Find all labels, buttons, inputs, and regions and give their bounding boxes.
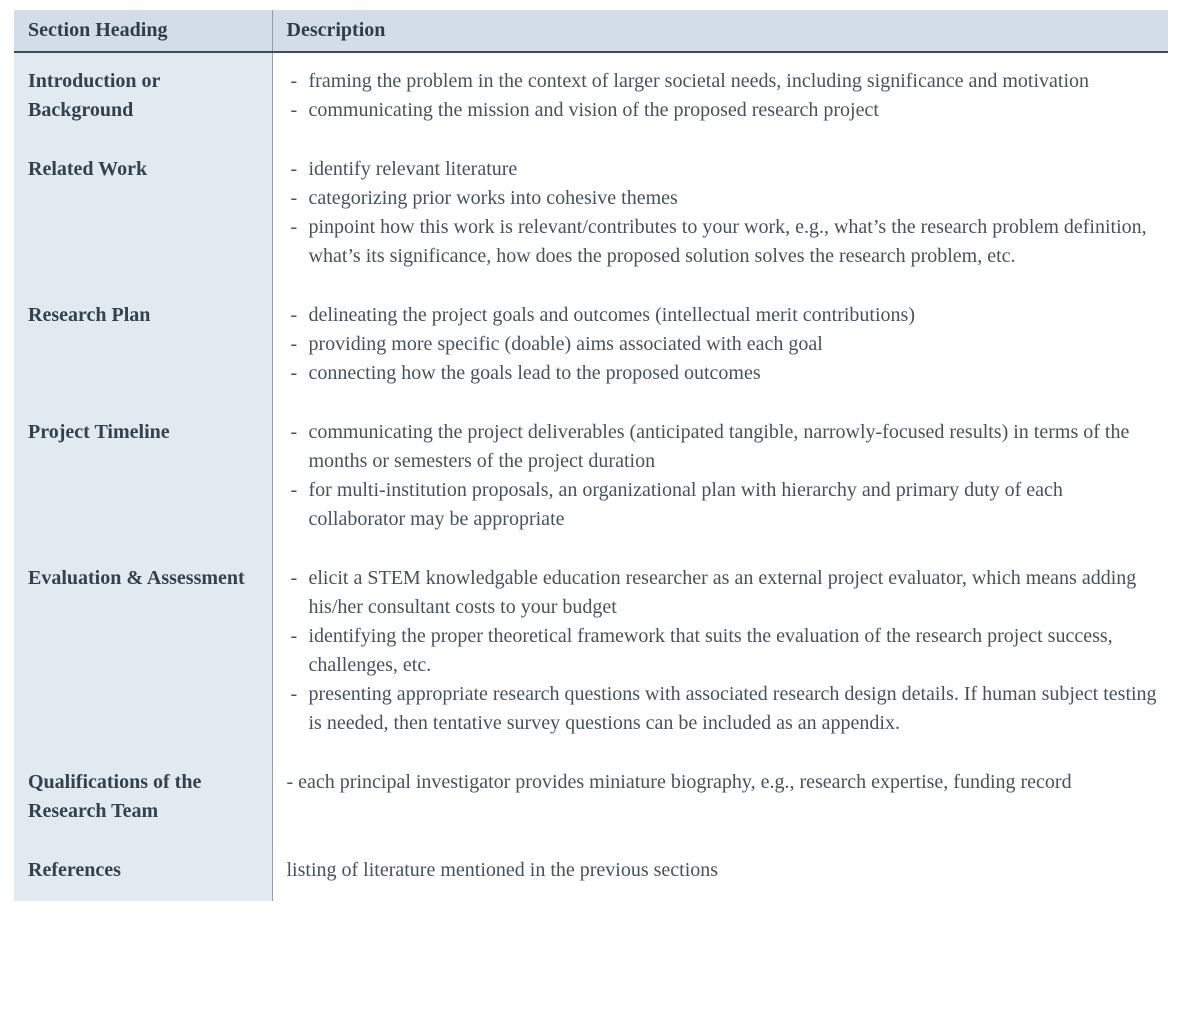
description-item: - for multi-institution proposals, an organizational plan with hierarchy and primary duty of each collaborator may be appropriate [287,476,1159,534]
section-heading-cell: References [14,842,272,901]
description-cell [272,52,1168,141]
description-cell [272,404,1168,550]
description-cell [272,754,1168,842]
table-row [14,404,1168,550]
table-row [14,842,1168,901]
description-item: - providing more specific (doable) aims associated with each goal [287,330,1159,359]
table-row [14,52,1168,141]
description-list [287,67,1159,125]
description-item: - framing the problem in the context of larger societal needs, including significance and motivation [287,67,1159,96]
section-heading-cell: Related Work [14,141,272,287]
description-item: - delineating the project goals and outcomes (intellectual merit contributions) [287,301,1159,330]
table-row [14,754,1168,842]
table-row [14,550,1168,754]
description-item: - communicating the mission and vision of the proposed research project [287,96,1159,125]
table-row [14,141,1168,287]
description-item: - identify relevant literature [287,155,1159,184]
description-item: - categorizing prior works into cohesive themes [287,184,1159,213]
column-header-description: Description [272,10,1168,52]
description-list [287,301,1159,388]
table-header [14,10,1168,52]
section-heading-cell: Project Timeline [14,404,272,550]
description-item: - connecting how the goals lead to the proposed outcomes [287,359,1159,388]
column-header-section-heading: Section Heading [14,10,272,52]
table-body [14,52,1168,901]
table-row [14,287,1168,404]
section-heading-cell: Research Plan [14,287,272,404]
description-item: - communicating the project deliverables (anticipated tangible, narrowly-focused results) in terms of the months or semesters of the project duration [287,418,1159,476]
description-cell [272,287,1168,404]
section-heading-cell: Introduction or Background [14,52,272,141]
description-cell [272,141,1168,287]
header-row [14,10,1168,52]
description-item: - elicit a STEM knowledgable education researcher as an external project evaluator, which means adding his/her consultant costs to your budget [287,564,1159,622]
proposal-sections-table [14,10,1168,901]
section-heading-cell: Evaluation & Assessment [14,550,272,754]
description-list [287,564,1159,738]
description-cell [272,550,1168,754]
description-item: - presenting appropriate research questions with associated research design details. If human subject testing is needed, then tentative survey questions can be included as an appendix. [287,680,1159,738]
description-cell [272,842,1168,901]
description-list [287,155,1159,271]
description-text: listing of literature mentioned in the previous sections [286,859,719,881]
description-item: - identifying the proper theoretical framework that suits the evaluation of the research project success, challenges, etc. [287,622,1159,680]
description-list [287,418,1159,534]
description-text: - each principal investigator provides miniature biography, e.g., research expertise, funding record [286,771,1072,793]
description-item: - pinpoint how this work is relevant/contributes to your work, e.g., what’s the research problem definition, what’s its significance, how does the proposed solution solves the research problem, etc. [287,213,1159,271]
section-heading-cell: Qualifications of the Research Team [14,754,272,842]
